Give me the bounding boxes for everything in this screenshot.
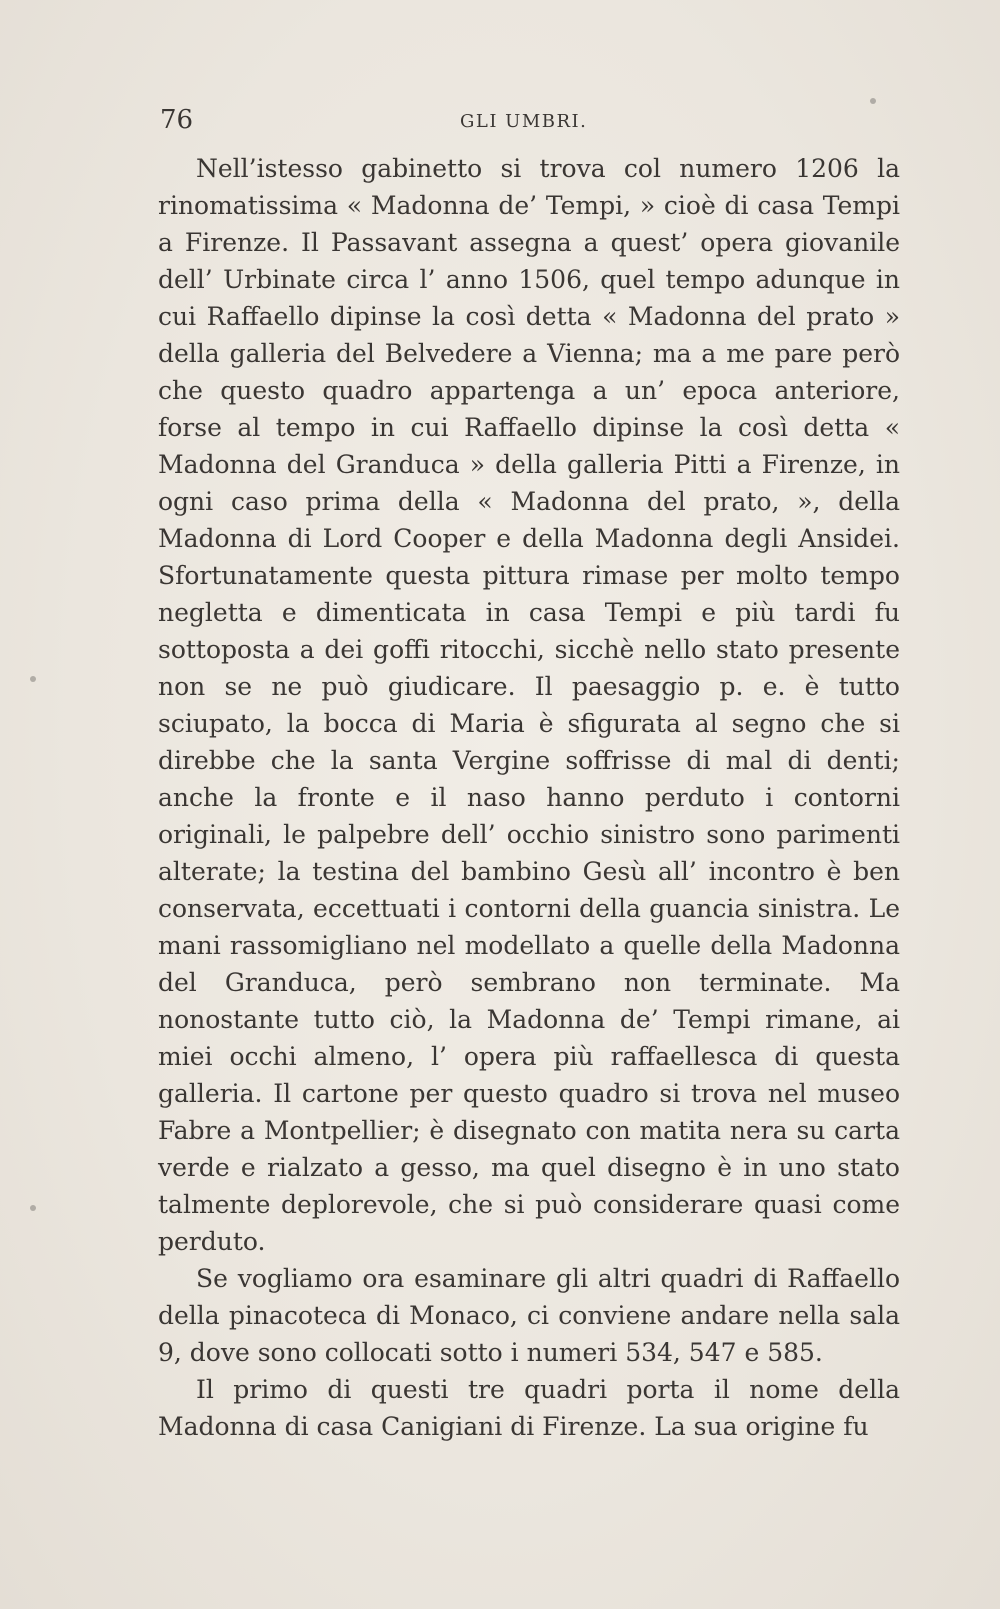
- running-title: GLI UMBRI.: [460, 111, 588, 132]
- paragraph-other-paintings: Se vogliamo ora esaminare gli altri quadri di Raffaello della pinacoteca di Monaco, ci conviene andare nella sala 9, dove sono collocati sotto i numeri 534, 547 e 585.: [158, 1264, 900, 1367]
- paper-speck: [870, 98, 876, 104]
- paragraph-madonna-tempi: Nell’istesso gabinetto si trova col numero 1206 la rinomatissima « Madonna de’ Tempi, » cioè di casa Tempi a Firenze. Il Passavant assegna a quest’ opera giovanile dell’ Urbinate circa l’ anno 1506, quel tempo adunque in cui Raffaello dipinse la così detta « Madonna del prato » della galleria del Belvedere a Vienna; ma a me pare però che questo quadro appartenga a un’ epoca anteriore, forse al tempo in cui Raffaello dipinse la così detta « Madonna del Granduca » della galleria Pitti a Firenze, in ogni caso prima della « Madonna del prato, », della Madonna di Lord Cooper e della Madonna degli Ansidei. Sfortunatamente questa pittura rimase per molto tempo negletta e dimenticata in casa Tempi e più tardi fu sottoposta a dei goffi ritocchi, sicchè nello stato presente non se ne può giudicare. Il paesaggio p. e. è tutto sciupato, la bocca di Maria è sfigurata al segno che si direbbe che la santa Vergine soffrisse di mal di denti; anche la fronte e il naso hanno perduto i contorni originali, le palpebre dell’ occhio sinistro sono parimenti alterate; la testina del bambino Gesù all’ incontro è ben conservata, eccettuati i contorni della guancia sinistra. Le mani rassomigliano nel modellato a quelle della Madonna del Granduca, però sembrano non terminate. Ma nonostante tutto ciò, la Madonna de’ Tempi rimane, ai miei occhi almeno, l’ opera più raffaellesca di questa galleria. Il cartone per questo quadro si trova nel museo Fabre a Montpellier; è disegnato con matita nera su carta verde e rialzato a gesso, ma quel disegno è in uno stato talmente deplorevole, che si può considerare quasi come perduto.: [158, 154, 900, 1256]
- page-header: [160, 100, 900, 140]
- paper-speck: [30, 1205, 36, 1211]
- page-number: 76: [160, 105, 194, 135]
- body-text: [158, 150, 900, 1445]
- paragraph-madonna-canigiani: Il primo di questi tre quadri porta il nome della Madonna di casa Canigiani di Firenze. La sua origine fu: [158, 1375, 900, 1441]
- paper-speck: [30, 676, 36, 682]
